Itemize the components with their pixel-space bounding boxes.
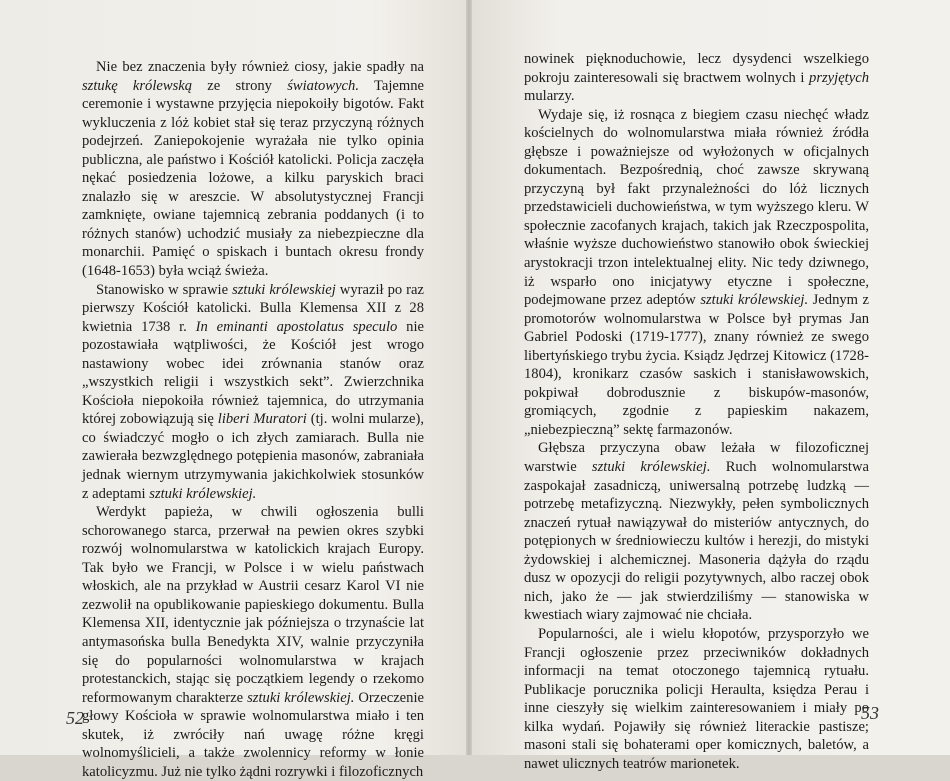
text-run: Werdykt papieża, w chwili ogłoszenia bulli schorowanego starca, przerwał na pewien okres szybki rozwój wolnomularstwa w katolickich krajach Europy. Tak było we Francji, w Polsce i w wielu państwach włoskich, ale na przykład w Austrii cesarz Karol VI nie zezwolił na opublikowanie papieskiego dokumentu. Bulla Klemensa XII, identycznie jak późniejsza o trzynaście lat antymasońska bulla Benedykta XIV, walnie przyczyniła się do popularności wolnomularstwa w krajach protestanckich, stając się początkiem legendy o rzekomo reformowanym charakterze (82, 504, 424, 706)
italic-phrase: sztuki królewskiej. (591, 459, 711, 476)
text-run: Ruch wolnomularstwa zaspokajał zasadniczą, uniwersalną potrzebę ludzką — potrzebę metafizyczną. Niezwykły, pełen symbolicznych znaczeń rytuał nawiązywał do misteriów antycznych, do potępionych w średniowieczu kultów i herezji, do mistyki żydowskiej i alchemicznej. Masoneria dążyła do rządu dusz w opozycji do religii pozytywnych, albo raczej obok nich, jako że — jak stwierdziliśmy — stanowiska w kwestiach wiary zajmować nie chciała. (524, 459, 869, 624)
italic-phrase: sztuki królewskiej. (149, 485, 257, 502)
text-run: nowinek pięknoduchowie, lecz dysydenci wszelkiego pokroju zainteresowali się bractwem wolnych i (524, 51, 869, 86)
right-page (472, 0, 950, 772)
left-page-text (82, 58, 424, 781)
text-run: Wydaje się, iż rosnąca z biegiem czasu niechęć władz kościelnych do wolnomularstwa miała również źródła głębsze i poważniejsze od wyłożonych w oficjalnych dokumentach. Bezpośrednią, choć zawsze skrywaną przyczyną był fakt przynależności do lóż licznych przedstawicieli duchowieństwa, w tym wyższego kleru. W społecznie zacofanych krajach, takich jak Rzeczpospolita, właśnie wyższe duchowieństwo stanowiło obok świeckiej arystokracji trzon intelektualnej elity. Nic tedy dziwnego, iż wsparło ono inicjatywy etyczne i społeczne, podejmowane przez adeptów (524, 106, 869, 309)
italic-phrase: sztukę królewską (82, 77, 193, 94)
italic-phrase: przyjętych (809, 69, 869, 86)
text-run: (tj. wolni mularze), co świadczyć mogło o ich złych zamiarach. Bulla nie zawierała bezwzględnego potępienia masonów, zabraniała jednak wiernym utrzymywania jakichkolwiek stosunków z adeptami (82, 411, 424, 502)
italic-phrase: światowych. (287, 77, 359, 94)
text-run: Stanowisko w sprawie (96, 281, 233, 298)
text-run: Głębsza przyczyna obaw leżała w filozoficznej warstwie (524, 440, 869, 476)
text-run: Popularności, ale i wielu kłopotów, przysporzyło we Francji ogłoszenie przez przeciwników dokładnych informacji na temat otoczonego tajemnicą rytuału. Publikacje porucznika policji Heraulta, księdza Perau i inne cieszyły się wielkim zainteresowaniem i miały po kilka wydań. Pojawiły się również literackie pastisze; masoni stali się bohaterami oper komicznych, baletów, a nawet ulicznych teatrów marionetek. (524, 625, 869, 772)
text-run: ze strony (192, 77, 288, 94)
italic-phrase: sztuki królewskiej (232, 281, 336, 298)
italic-phrase: In eminanti apostolatus speculo (195, 318, 398, 335)
text-run: Jednym z promotorów wolnomularstwa w Polsce był prymas Jan Gabriel Podoski (1719-1777), znany również ze swego libertyńskiego trybu życia. Ksiądz Jędrzej Kitowicz (1728-1804), kronikarz czasów saskich i stanisławowskich, pokpiwał dobrodusznie z biskupów-masonów, gromiących, zgodnie z papieskim nakazem, „niebezpieczną” sektę farmazonów. (524, 292, 869, 438)
text-run: wyraził po raz pierwszy Kościół katolicki. Bulla Klemensa XII z 28 kwietnia 1738 r. (82, 281, 424, 335)
paragraph (82, 503, 424, 781)
right-page-text (524, 50, 869, 773)
text-run: Tajemne ceremonie i wystawne przyjęcia niepokoiły bigotów. Fakt wykluczenia z lóż kobiet stał się teraz przyczyną różnych podejrzeń. Zaniepokojenie wyrażała nie tylko opinia publiczna, ale państwo i Kościół katolicki. Policja zaczęła nękać posiedzenia lożowe, a kilku paryskich braci znalazło się w areszcie. W absolutystycznej Francji zamknięte, owiane tajemnicą zebrania poddanych (i to różnych stanów) uchodzić musiały za niebezpieczne dla monarchii. Pamięć o spiskach i buntach okresu frondy (1648-1653) była wciąż świeża. (82, 77, 424, 280)
right-page-number: 53 (861, 703, 879, 723)
paragraph (524, 439, 869, 624)
paragraph (524, 50, 869, 106)
italic-phrase: sztuki królewskiej. (247, 689, 355, 706)
italic-phrase: sztuki królewskiej. (700, 292, 809, 309)
left-page (0, 0, 466, 780)
left-page-number: 52 (66, 708, 84, 728)
paragraph (82, 58, 424, 281)
paragraph (524, 106, 869, 440)
paragraph (82, 281, 424, 504)
text-run: mularzy. (524, 88, 575, 105)
text-run: Nie bez znaczenia były również ciosy, jakie spadły na (96, 59, 424, 75)
italic-phrase: liberi Muratori (217, 411, 307, 428)
paragraph (524, 625, 869, 773)
text-run: nie pozostawiała wątpliwości, że Kościół jest wrogo nastawiony wobec idei zrównania stanów oraz „wszystkich religii i wszystkich sekt”. Zwierzchnika Kościoła niepokoiła również tajemnica, do utrzymania której zobowiązują się (82, 318, 424, 428)
text-run: Orzeczenie głowy Kościoła w sprawie wolnomularstwa miało i ten skutek, iż zwróciły nań uwagę różne kręgi wolnomyślicieli, a także zwolennicy reformy w łonie katolicyzmu. Już nie tylko żądni rozrywki i filozoficznych (82, 689, 424, 780)
